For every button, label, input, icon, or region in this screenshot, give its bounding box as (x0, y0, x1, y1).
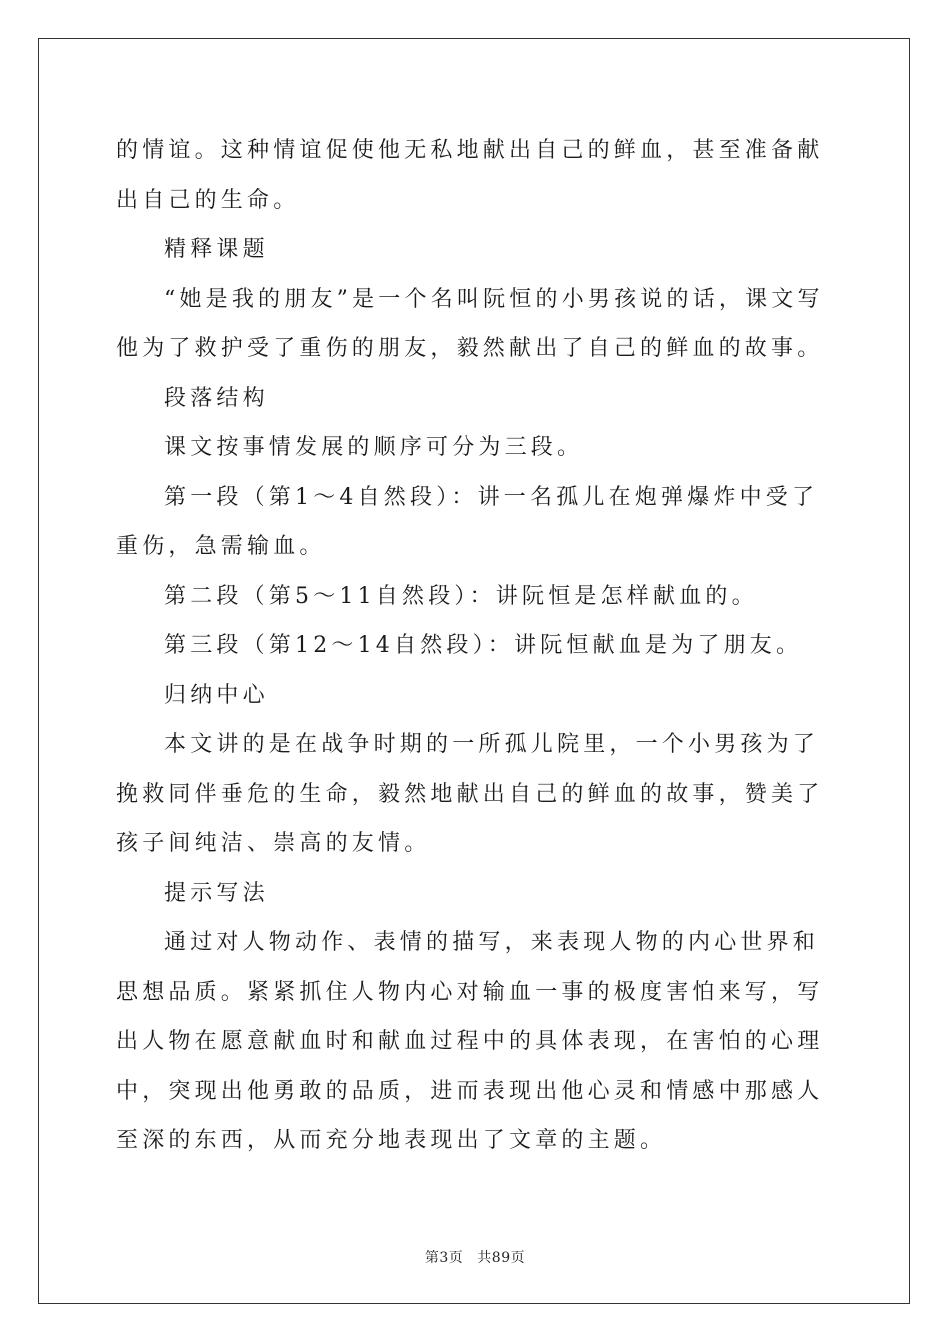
total-page-count: 共89页 (477, 1250, 526, 1266)
current-page-number: 第3页 (424, 1250, 464, 1266)
section-heading-title-explanation: 精释课题 (164, 237, 269, 262)
paragraph-continuation: 的情谊。这种情谊促使他无私地献出自己的鲜血，甚至准备献出自己的生命。 (116, 138, 824, 213)
paragraph-section-two: 第二段（第5～11自然段）：讲阮恒是怎样献血的。 (164, 583, 758, 609)
paragraph-title-explanation: “她是我的朋友”是一个名叫阮恒的小男孩说的话，课文写他为了救护受了重伤的朋友，毅然献出了自己的鲜血的故事。 (116, 286, 824, 361)
paragraph-structure-intro: 课文按事情发展的顺序可分为三段。 (164, 435, 584, 460)
paragraph-writing-method: 通过对人物动作、表情的描写，来表现人物的内心世界和思想品质。紧紧抓住人物内心对输血一事的极度害怕来写，写出人物在愿意献血时和献血过程中的具体表现，在害怕的心理中，突现出他勇敢的品质，进而表现出他心灵和情感中那感人至深的东西，从而充分地表现出了文章的主题。 (116, 930, 824, 1153)
page-footer (0, 1247, 950, 1267)
section-heading-writing-method: 提示写法 (164, 880, 269, 906)
section-heading-central-idea: 归纳中心 (164, 682, 269, 708)
document-body (116, 126, 836, 1166)
paragraph-section-three: 第三段（第12～14自然段）：讲阮恒献血是为了朋友。 (164, 633, 803, 658)
section-heading-structure: 段落结构 (164, 385, 269, 411)
paragraph-section-one: 第一段（第1～4自然段）：讲一名孤儿在炮弹爆炸中受了重伤，急需输血。 (116, 484, 819, 559)
paragraph-central-idea: 本文讲的是在战争时期的一所孤儿院里，一个小男孩为了挽救同伴垂危的生命，毅然地献出自己的鲜血的故事，赞美了孩子间纯洁、崇高的友情。 (116, 732, 824, 856)
